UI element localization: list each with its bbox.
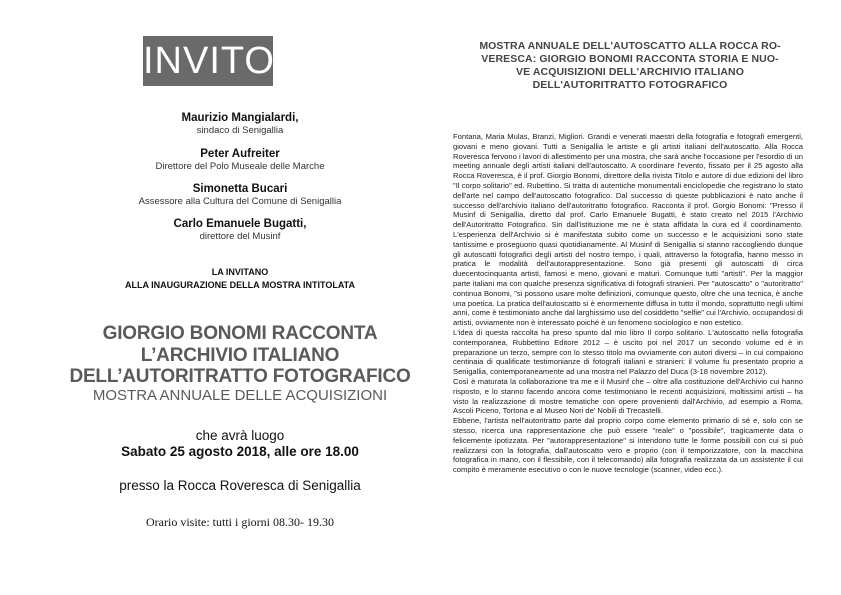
person-name: Carlo Emanuele Bugatti, bbox=[173, 218, 307, 230]
article-paragraph: Fontana, Maria Mulas, Branzi, Migliori. Grandi e venerati maestri della fotografia e fotografi emergenti, giovani e meno giovani. Tutti a Senigallia le artiste e gli artisti italiani dell'autoscatto. Alla Rocca Roveresca fervono i lavori di allestimento per una mostra, che sarà anche l'occasione per l'esordio di un meeting annuale degli artisti italiani dell'autoscatto. A coordinare l'evento, fissato per il 25 agosto alla Rocca Roveresca, è il prof. Giorgio Bonomi, direttore della rivista Titolo e autore di due edizioni del libro "Il corpo solitario" ed. Rubettino. Si tratta di autentiche monumentali enciclopedie che registrano lo stato dell'arte nel campo dell'autoscatto fotografico. Dal successo di queste pubblicazioni è nato anche il successo dell'archivio italiano dell'autoritratto fotografico. Racconta il prof. Gorgio Bonomi: "Presso il Musinf di Senigallia, diretto dal prof. Carlo Emanuele Bugatti, è stato creato nel 2015 l'Archivio dell'Autoritratto Fotografico. Sin dall'istituzione me ne è stata affidata la cura ed il coordinamento. L'esperienza dell'Archivio si è manifestata subito come un successo e le acquisizioni sono state tantissime e proseguono quasi quotidianamente. Al Musinf di Senigallia si stanno raccogliendo dunque gli autoscatti fotografici degli artisti del nostro tempo, i quali, attraverso la fotografia, hanno messo in pratica le modalità dell'autorappresentazione. Sono già presenti gli autoscatti di circa duecentocinquanta artisti, famosi e meno, giovani e maturi. Comunque tutti "artisti". Per la maggior parte italiani ma con qualche presenza significativa di fotografi stranieri. Per "autoscatto" o "autoritratto" continua Bonomi, "si possono usare molte definizioni, comunque questo, oltre che una tecnica, è anche una poetica. La pratica dell'autoscatto si è enormemente diffusa in tutto il mondo, soprattutto negli ultimi anni, come è testimoniato anche dal larghissimo uso del cosiddetto "selfie" cui l'Archivio, occupandosi di artisti, ovviamente non è interessato poiché è un fenomeno sociologico e non estetico. bbox=[453, 132, 803, 328]
article-paragraph: Ebbene, l'artista nell'autoritratto parte dal proprio corpo come elemento primario di sé e, solo con se stesso, ricerca una rappresentazione che può essere "reale" o "possibile", tragicamente data o felicemente ipotizzata. Per "autorappresentazione" si intendono tutte le forme possibili con cui si può realizzarsi con la fotografia, dall'autoscatto vero e proprio (con il temporizzatore, con la macchina fotografica in mano, con il flessibile, con il telecomando) alla fotografia realizzata da un assistente il cui compito è meramente esecutivo o con le nuove tecnologie (scanner, video ecc.). bbox=[453, 416, 803, 475]
article-paragraph: Così è maturata la collaborazione tra me e il Musinf che – oltre alla costituzione dell'Archivio cui hanno risposto, e lo stanno facendo ancora come testimoniano le recenti acquisizioni, moltissimi artisti – ha visto la realizzazione di mostre tematiche con opere provenienti dall'Archivio, ad esempio a Roma, Ascoli Piceno, Tortona e al Museo Nori de' Nobili di Trecastelli. bbox=[453, 376, 803, 416]
article-title-line: VE ACQUISIZIONI DELL'ARCHIVIO ITALIANO bbox=[516, 66, 744, 78]
luogo-intro: che avrà luogo bbox=[195, 428, 285, 443]
article-title-line: VERESCA: GIORGIO BONOMI RACCONTA STORIA E NUO- bbox=[481, 53, 779, 65]
exhibition-subtitle: MOSTRA ANNUALE DELLE ACQUISIZIONI bbox=[92, 387, 388, 404]
person-name: Maurizio Mangialardi, bbox=[181, 112, 299, 124]
person-name: Peter Aufreiter bbox=[200, 148, 280, 160]
article-body bbox=[453, 132, 803, 475]
person-block bbox=[60, 183, 420, 207]
person-role: Assessore alla Cultura del Comune di Senigallia bbox=[138, 196, 342, 207]
person-name: Simonetta Bucari bbox=[192, 183, 288, 195]
exhibition-title: DELL’AUTORITRATTO FOTOGRAFICO bbox=[69, 366, 411, 387]
event-date: Sabato 25 agosto 2018, alle ore 18.00 bbox=[121, 444, 359, 459]
exhibition-title: GIORGIO BONOMI RACCONTA bbox=[102, 323, 378, 344]
article-title-line: DELL'AUTORITRATTO FOTOGRAFICO bbox=[532, 79, 728, 91]
visiting-hours: Orario visite: tutti i giorni 08.30- 19.30 bbox=[146, 515, 334, 529]
person-block bbox=[60, 148, 420, 172]
person-role: Direttore del Polo Museale delle Marche bbox=[155, 161, 325, 172]
person-role: direttore del Musinf bbox=[199, 231, 281, 242]
person-block bbox=[60, 218, 420, 242]
invitano-line: LA INVITANO bbox=[211, 267, 269, 277]
exhibition-title: L’ARCHIVIO ITALIANO bbox=[140, 345, 340, 366]
article-title bbox=[455, 40, 805, 92]
invitano-line: ALLA INAUGURAZIONE DELLA MOSTRA INTITOLATA bbox=[125, 280, 355, 290]
article-title-line: MOSTRA ANNUALE DELL'AUTOSCATTO ALLA ROCCA RO- bbox=[479, 40, 781, 52]
event-place: presso la Rocca Roveresca di Senigallia bbox=[119, 478, 361, 493]
person-block bbox=[60, 112, 420, 136]
person-role: sindaco di Senigallia bbox=[196, 125, 284, 136]
invito-title: INVITO bbox=[143, 36, 273, 86]
article-paragraph: L'idea di questa raccolta ha preso spunto dal mio libro Il corpo solitario. L'autoscatto nella fotografia contemporanea, Rubbettino Editore 2012 – è uscito poi nel 2017 un secondo volume ed è in preparazione un terzo, sempre con lo stesso titolo ma ovviamente con autori diversi – in cui compaiono centinaia di qualificate testimonianze di fotografi italiani e stranieri: il volume fu presentato proprio a Senigallia, contemporaneamente ad una mostra nel Palazzo del Duca (3-18 novembre 2012). bbox=[453, 327, 803, 377]
